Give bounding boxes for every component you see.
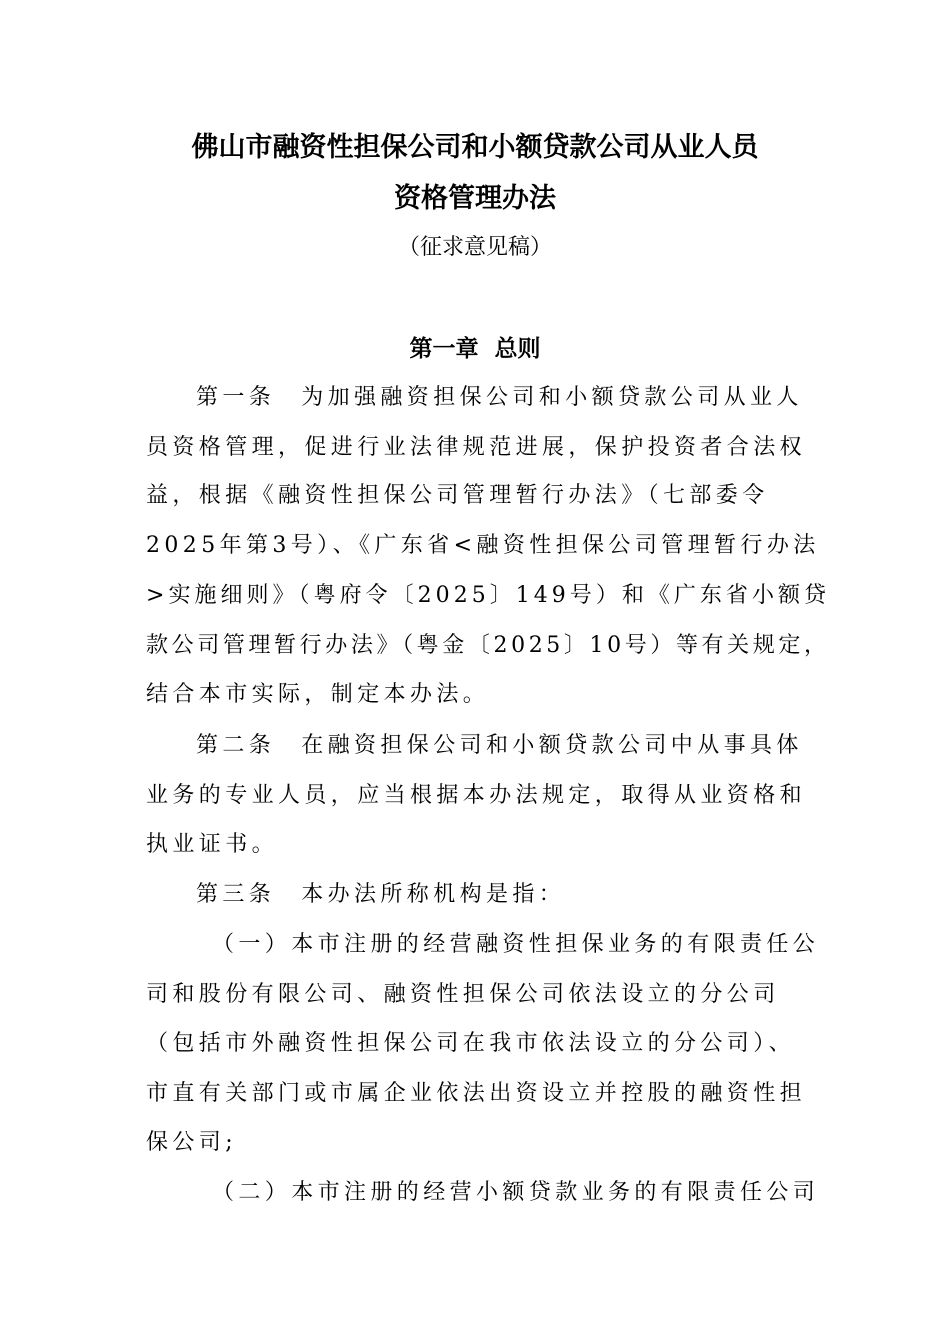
article-3-line-1 (196, 880, 565, 910)
article-1-line-4: 2025年第3号）、《广东省<融资性担保公司管理暂行办法 (146, 533, 820, 558)
article-2-line-2: 业务的专业人员，应当根据本办法规定，取得从业资格和 (146, 783, 807, 808)
article-3-item-2-line-1: （二）本市注册的经营小额贷款业务的有限责任公司 (212, 1180, 820, 1205)
article-3-text: 本办法所称机构是指： (301, 882, 566, 907)
document-title-line-1: 佛山市融资性担保公司和小额贷款公司从业人员 (191, 132, 759, 163)
article-1-text: 为加强融资担保公司和小额贷款公司从业人 (301, 385, 803, 410)
article-1-line-1 (196, 383, 803, 413)
article-1-line-5: >实施细则》（粤府令〔2025〕149号）和《广东省小额贷 (146, 583, 831, 608)
article-2-text: 在融资担保公司和小额贷款公司中从事具体 (301, 733, 803, 758)
article-2-line-3: 执业证书。 (146, 832, 279, 857)
article-3-item-1-line-4: 市直有关部门或市属企业依法出资设立并控股的融资性担 (146, 1081, 807, 1106)
chapter-heading: 第一章 总则 (409, 336, 541, 362)
document-subtitle: （征求意见稿） (397, 235, 552, 260)
document-title-line-2: 资格管理办法 (394, 183, 556, 214)
article-3-label: 第三条 (196, 882, 276, 907)
article-3-item-1-line-3: （包括市外融资性担保公司在我市依法设立的分公司）、 (146, 1031, 796, 1056)
article-1-label: 第一条 (196, 385, 276, 410)
article-1-line-6: 款公司管理暂行办法》（粤金〔2025〕10号）等有关规定， (146, 633, 830, 658)
article-2-label: 第二条 (196, 733, 276, 758)
article-3-item-1-line-1: （一）本市注册的经营融资性担保业务的有限责任公 (212, 932, 820, 957)
article-1-line-7: 结合本市实际，制定本办法。 (146, 682, 490, 707)
article-2-line-1 (196, 731, 803, 761)
article-1-line-2: 员资格管理，促进行业法律规范进展，保护投资者合法权 (146, 435, 807, 460)
article-3-item-1-line-2: 司和股份有限公司、融资性担保公司依法设立的分公司 (146, 982, 780, 1007)
article-3-item-1-line-5: 保公司; (146, 1130, 238, 1155)
article-1-line-3: 益，根据《融资性担保公司管理暂行办法》（七部委令 (146, 483, 769, 508)
